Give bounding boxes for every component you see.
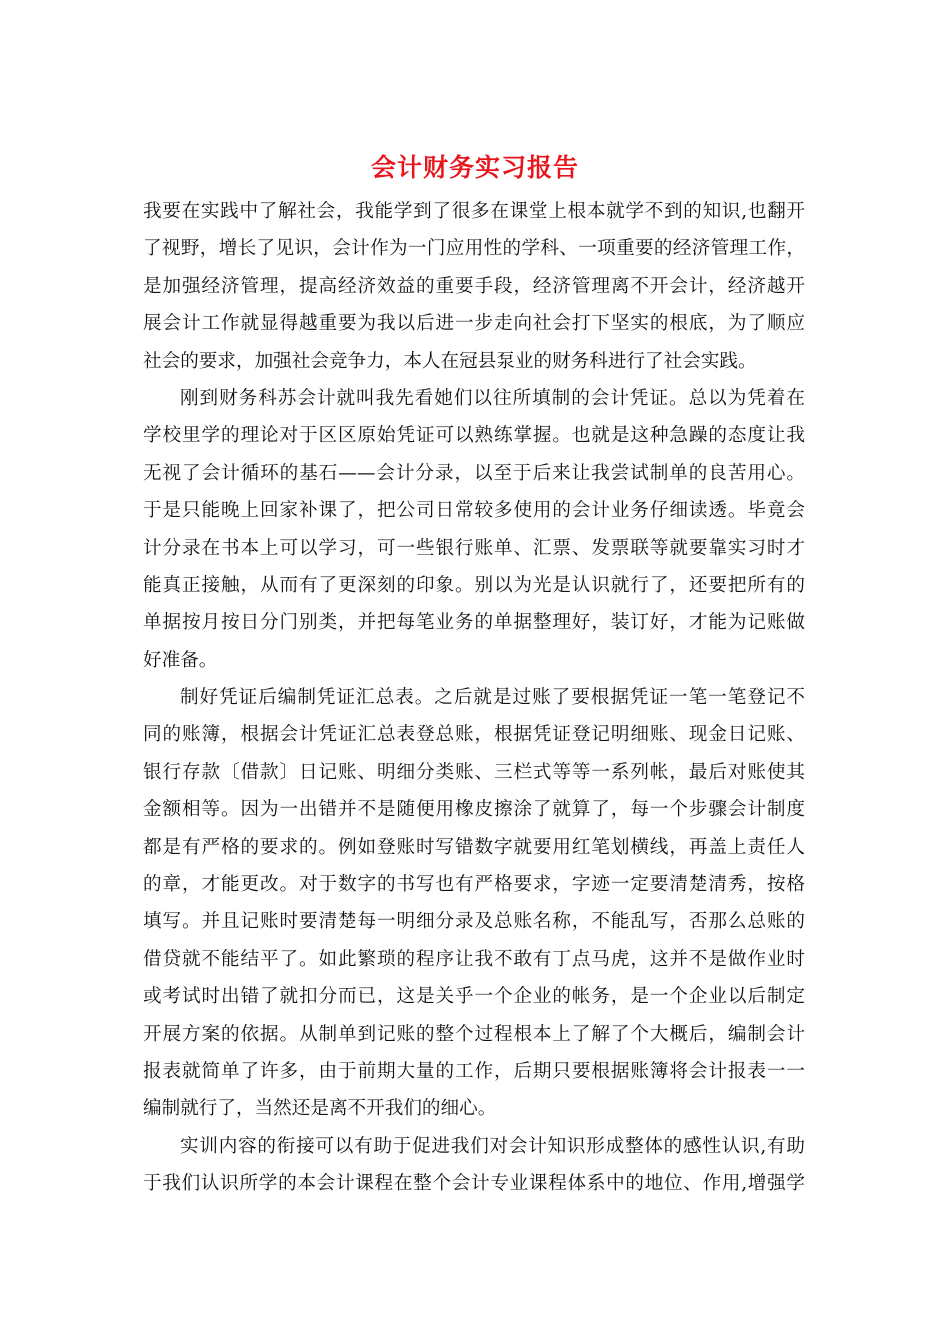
text-line: 无视了会计循环的基石——会计分录，以至于后来让我尝试制单的良苦用心。 bbox=[143, 462, 805, 484]
document-title: 会计财务实习报告 bbox=[370, 153, 579, 182]
document-body bbox=[143, 193, 805, 1203]
text-line: 好准备。 bbox=[143, 649, 218, 671]
text-line: 我要在实践中了解社会，我能学到了很多在课堂上根本就学不到的知识,也翻开 bbox=[143, 201, 805, 222]
text-line: 借贷就不能结平了。如此繁琐的程序让我不敢有丁点马虎，这并不是做作业时 bbox=[143, 948, 805, 970]
text-line: 了视野，增长了见识，会计作为一门应用性的学科、一项重要的经济管理工作， bbox=[143, 238, 805, 260]
text-line: 开展方案的依据。从制单到记账的整个过程根本上了解了个大概后，编制会计 bbox=[143, 1023, 805, 1045]
text-line: 能真正接触，从而有了更深刻的印象。别以为光是认识就行了，还要把所有的 bbox=[143, 574, 805, 596]
text-line: 都是有严格的要求的。例如登账时写错数字就要用红笔划横线，再盖上责任人 bbox=[143, 836, 805, 858]
paragraph-4 bbox=[143, 1128, 805, 1203]
paragraph-1 bbox=[143, 193, 805, 380]
text-line: 报表就简单了许多，由于前期大量的工作，后期只要根据账簿将会计报表一一 bbox=[143, 1060, 805, 1082]
text-line: 于是只能晚上回家补课了，把公司日常较多使用的会计业务仔细读透。毕竟会 bbox=[143, 500, 805, 522]
text-line: 制好凭证后编制凭证汇总表。之后就是过账了要根据凭证一笔一笔登记不 bbox=[180, 687, 805, 709]
text-line: 填写。并且记账时要清楚每一明细分录及总账名称，不能乱写，否那么总账的 bbox=[143, 911, 805, 933]
text-line: 是加强经济管理，提高经济效益的重要手段，经济管理离不开会计，经济越开 bbox=[143, 275, 805, 297]
text-line: 实训内容的衔接可以有助于促进我们对会计知识形成整体的感性认识,有助 bbox=[180, 1135, 805, 1157]
text-line: 或考试时出错了就扣分而已，这是关乎一个企业的帐务，是一个企业以后制定 bbox=[143, 986, 805, 1008]
paragraph-2 bbox=[143, 380, 805, 679]
text-line: 金额相等。因为一出错并不是随便用橡皮擦涂了就算了，每一个步骤会计制度 bbox=[143, 799, 805, 821]
text-line: 的章，才能更改。对于数字的书写也有严格要求，字迹一定要清楚清秀，按格 bbox=[143, 874, 805, 896]
paragraph-3 bbox=[143, 679, 805, 1128]
text-line: 同的账簿，根据会计凭证汇总表登总账，根据凭证登记明细账、现金日记账、 bbox=[143, 724, 805, 746]
text-line: 学校里学的理论对于区区原始凭证可以熟练掌握。也就是这种急躁的态度让我 bbox=[143, 425, 805, 447]
text-line: 编制就行了，当然还是离不开我们的细心。 bbox=[143, 1098, 497, 1120]
text-line: 社会的要求，加强社会竞争力，本人在冠县泵业的财务科进行了社会实践。 bbox=[143, 350, 757, 372]
text-line: 计分录在书本上可以学习，可一些银行账单、汇票、发票联等就要靠实习时才 bbox=[143, 537, 805, 559]
text-line: 展会计工作就显得越重要为我以后进一步走向社会打下坚实的根底，为了顺应 bbox=[143, 313, 805, 335]
text-line: 单据按月按日分门别类，并把每笔业务的单据整理好，装订好，才能为记账做 bbox=[143, 612, 805, 634]
text-line: 银行存款〔借款〕日记账、明细分类账、三栏式等等一系列帐，最后对账使其 bbox=[143, 761, 805, 783]
text-line: 刚到财务科苏会计就叫我先看她们以往所填制的会计凭证。总以为凭着在 bbox=[180, 387, 805, 409]
text-line: 于我们认识所学的本会计课程在整个会计专业课程体系中的地位、作用,增强学 bbox=[143, 1173, 805, 1195]
